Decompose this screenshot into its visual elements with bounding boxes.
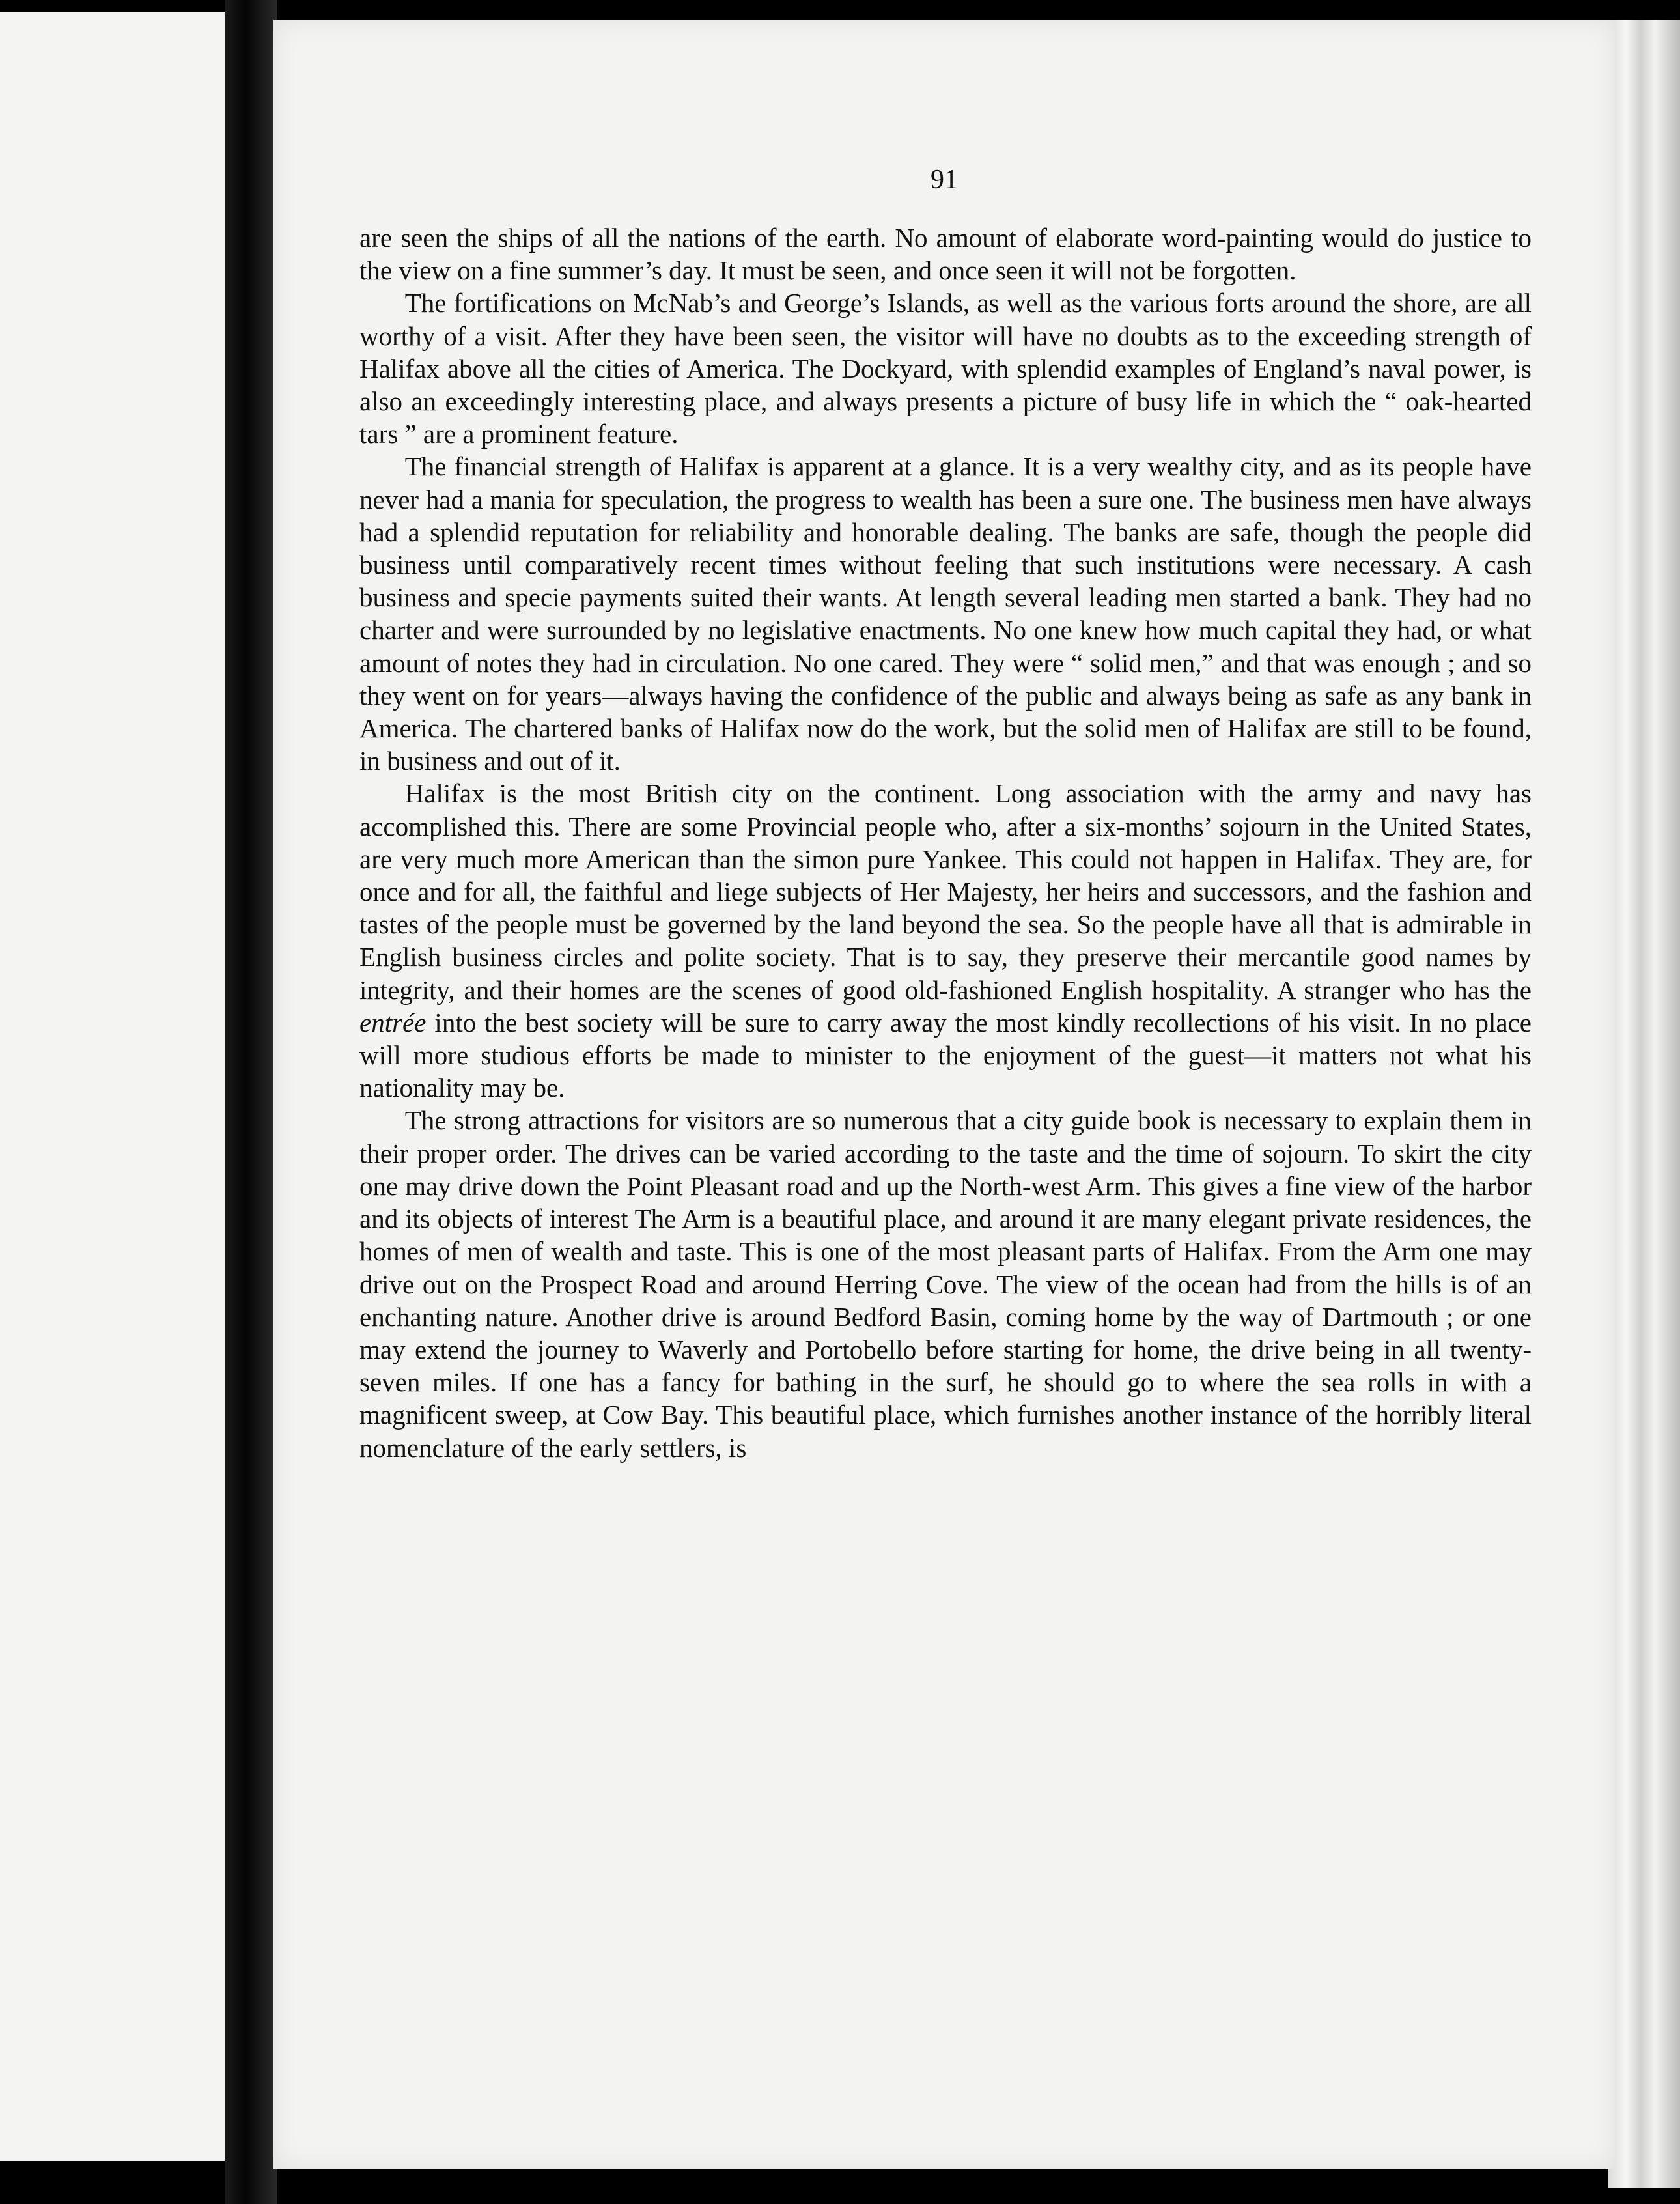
paragraph-attractions: The strong attractions for visitors are so numerous that a city guide book is necessary to explain them in their proper order. The drives can be varied according to the taste and the time of sojourn. To skirt the city one may drive down the Point Pleasant road and up the North-west Arm. This gives a fine view of the harbor and its objects of interest The Arm is a beautiful place, and around it are many elegant private residences, the homes of men of wealth and taste. This is one of the most pleasant parts of Halifax. From the Arm one may drive out on the Prospect Road and around Herring Cove. The view of the ocean had from the hills is of an enchanting nature. Another drive is around Bedford Basin, coming home by the way of Dartmouth ; or one may extend the journey to Waverly and Portobello before starting for home, the drive being in all twenty-seven miles. If one has a fancy for bathing in the surf, he should go to where the sea rolls in with a magnificent sweep, at Cow Bay. This beautiful place, which furnishes another instance of the horribly literal nomenclature of the early settlers, is	[359, 1105, 1532, 1463]
italic-entree: entrée	[359, 1007, 427, 1038]
book-gutter	[225, 0, 277, 2204]
facing-blank-page	[0, 12, 227, 2161]
page-number: 91	[931, 165, 958, 195]
paragraph-financial-strength: The financial strength of Halifax is apparent at a glance. It is a very wealthy city, and as its people have never had a mania for speculation, the progress to wealth has been a sure one. The business men have always had a splendid reputation for reliability and honorable dealing. The banks are safe, though the people did business until comparatively recent times without feeling that such institutions were necessary. A cash business and specie payments suited their wants. At length several leading men started a bank. They had no charter and were surrounded by no legislative enactments. No one knew how much capital they had, or what amount of notes they had in circulation. No one cared. They were “ solid men,” and that was enough ; and so they went on for years—always having the confidence of the public and always being as safe as any bank in America. The chartered banks of Halifax now do the work, but the solid men of Halifax are still to be found, in business and out of it.	[359, 451, 1532, 776]
book-page	[273, 20, 1615, 2169]
paragraph-british-city	[359, 777, 1532, 1104]
page-edges	[1608, 20, 1680, 2188]
paragraph-british-city-part-2: into the best society will be sure to carry away the most kindly recollections of his visit. In no place will more studious efforts be made to minister to the enjoyment of the guest—it matters not what his nationality may be.	[359, 1007, 1532, 1103]
paragraph-british-city-part-1: Halifax is the most British city on the continent. Long association with the army and navy has accomplished this. There are some Provincial people who, after a six-months’ sojourn in the United States, are very much more American than the simon pure Yankee. This could not happen in Halifax. They are, for once and for all, the faithful and liege subjects of Her Majesty, her heirs and successors, and the fashion and tastes of the people must be governed by the land beyond the sea. So the people have all that is admirable in English business circles and polite society. That is to say, they preserve their mercantile good names by integrity, and their homes are the scenes of good old-fashioned English hospitality. A stranger who has the	[359, 778, 1532, 1005]
body-text	[359, 221, 1532, 1464]
paragraph-harbor-view: are seen the ships of all the nations of the earth. No amount of elaborate word-painting would do justice to the view on a fine summer’s day. It must be seen, and once seen it will not be forgotten.	[359, 223, 1532, 286]
paragraph-fortifications: The fortifications on McNab’s and George’s Islands, as well as the various forts around the shore, are all worthy of a visit. After they have been seen, the visitor will have no doubts as to the exceeding strength of Halifax above all the cities of America. The Dockyard, with splendid examples of England’s naval power, is also an exceedingly interesting place, and always presents a picture of busy life in which the “ oak-hearted tars ” are a prominent feature.	[359, 288, 1532, 449]
